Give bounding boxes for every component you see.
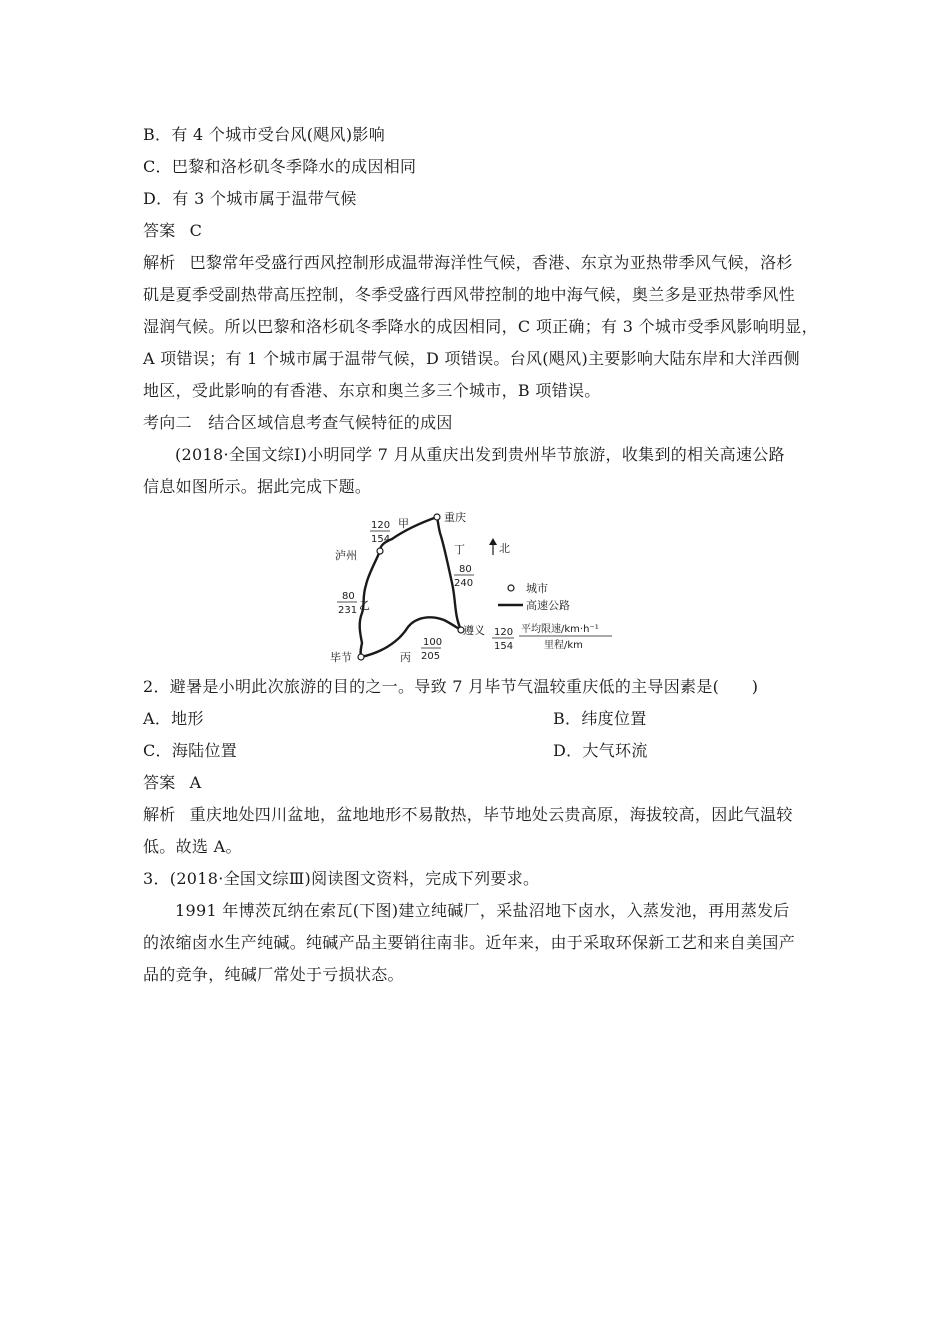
answer-label: 答案 (143, 773, 176, 792)
answer-value: C (189, 221, 203, 240)
option-c: C．巴黎和洛杉矶冬季降水的成因相同 (143, 157, 417, 176)
segment-yi-speed: 80 (342, 591, 355, 602)
answer-line (143, 220, 202, 242)
question-2-option-b: B．纬度位置 (553, 709, 647, 728)
segment-bing-length: 205 (421, 651, 441, 662)
explanation-line-5: 地区，受此影响的有香港、东京和奥兰多三个城市，B 项错误。 (143, 381, 601, 400)
segment-ding-name: 丁 (454, 543, 465, 556)
legend-city-label: 城市 (526, 582, 548, 595)
question-2-option-c: C．海陆位置 (143, 741, 238, 760)
explanation-line-1 (143, 252, 793, 274)
legend-city-symbol (508, 585, 514, 591)
option-b: B．有 4 个城市受台风(飓风)影响 (143, 125, 385, 144)
legend-highway-label: 高速公路 (526, 599, 570, 612)
explanation-text: 巴黎常年受盛行西风控制形成温带海洋性气候，香港、东京为亚热带季风气候，洛杉 (189, 253, 793, 272)
city-bijie-label: 毕节 (330, 651, 352, 664)
city-zunyi-label: 遵义 (463, 624, 485, 637)
question-2-options-row-2 (143, 740, 648, 762)
question-2-option-a: A．地形 (143, 709, 204, 728)
legend-example-length: 154 (494, 641, 514, 652)
segment-jia-name: 甲 (398, 517, 409, 530)
segment-bing-name: 丙 (400, 651, 411, 664)
segment-yi-length: 231 (338, 605, 358, 616)
question-2-option-d: D．大气环流 (553, 741, 648, 760)
explanation-label: 解析 (143, 253, 176, 272)
city-luzhou-label: 泸州 (335, 549, 357, 562)
legend-speed-label: 平均限速/km·h⁻¹ (521, 624, 599, 635)
legend-length-label: 里程/km (544, 640, 583, 651)
city-chongqing-marker (434, 514, 440, 520)
answer-value: A (189, 773, 202, 792)
explanation-line-2: 矶是夏季受副热带高压控制，冬季受盛行西风带控制的地中海气候，奥兰多是亚热带季风性 (143, 285, 796, 304)
segment-ding-speed: 80 (459, 564, 472, 575)
city-chongqing-label: 重庆 (444, 511, 466, 524)
north-arrow-head-icon (489, 538, 497, 545)
segment-jia-length: 154 (371, 534, 391, 545)
question-2-answer-line (143, 772, 201, 794)
question-2-options-row-1 (143, 708, 647, 730)
question-3-text-line-2: 的浓缩卤水生产纯碱。纯碱产品主要销往南非。近年来，由于采取环保新工艺和来自美国产 (143, 933, 796, 952)
highway-map (320, 505, 630, 670)
explanation-text: 重庆地处四川盆地，盆地地形不易散热，毕节地处云贵高原，海拔较高，因此气温较 (189, 805, 793, 824)
question-2-stem: 2．避暑是小明此次旅游的目的之一。导致 7 月毕节气温较重庆低的主导因素是( ) (143, 677, 759, 696)
segment-bing-speed: 100 (423, 637, 443, 648)
explanation-line-3: 湿润气候。所以巴黎和洛杉矶冬季降水的成因相同，C 项正确；有 3 个城市受季风影响明显， (143, 317, 818, 336)
question-2-explanation-line-1 (143, 804, 793, 826)
answer-label: 答案 (143, 221, 176, 240)
question-2-explanation-line-2: 低。故选 A。 (143, 837, 242, 856)
question-3-text-line-3: 品的竞争，纯碱厂常处于亏损状态。 (143, 965, 404, 984)
segment-ding-length: 240 (454, 578, 474, 589)
question-3-text-line-1: 1991 年博茨瓦纳在索瓦(下图)建立纯碱厂，采盐沼地下卤水，入蒸发池，再用蒸发后 (175, 901, 790, 920)
question-3-stem: 3．(2018·全国文综Ⅲ)阅读图文资料，完成下列要求。 (143, 869, 540, 888)
section-title: 考向二 结合区域信息考查气候特征的成因 (143, 413, 453, 432)
legend-example-speed: 120 (494, 627, 514, 638)
intro-line-1: (2018·全国文综Ⅰ)小明同学 7 月从重庆出发到贵州毕节旅游，收集到的相关高速公路 (175, 445, 785, 464)
explanation-label: 解析 (143, 805, 176, 824)
intro-line-2: 信息如图所示。据此完成下题。 (143, 477, 372, 496)
city-bijie-marker (358, 654, 364, 660)
north-label: 北 (499, 542, 510, 555)
explanation-line-4: A 项错误；有 1 个城市属于温带气候，D 项错误。台风(飓风)主要影响大陆东岸和大洋西侧 (143, 349, 800, 368)
segment-jia-speed: 120 (371, 520, 391, 531)
option-d: D．有 3 个城市属于温带气候 (143, 189, 357, 208)
city-luzhou-marker (377, 548, 383, 554)
segment-yi-name: 乙 (359, 599, 370, 612)
